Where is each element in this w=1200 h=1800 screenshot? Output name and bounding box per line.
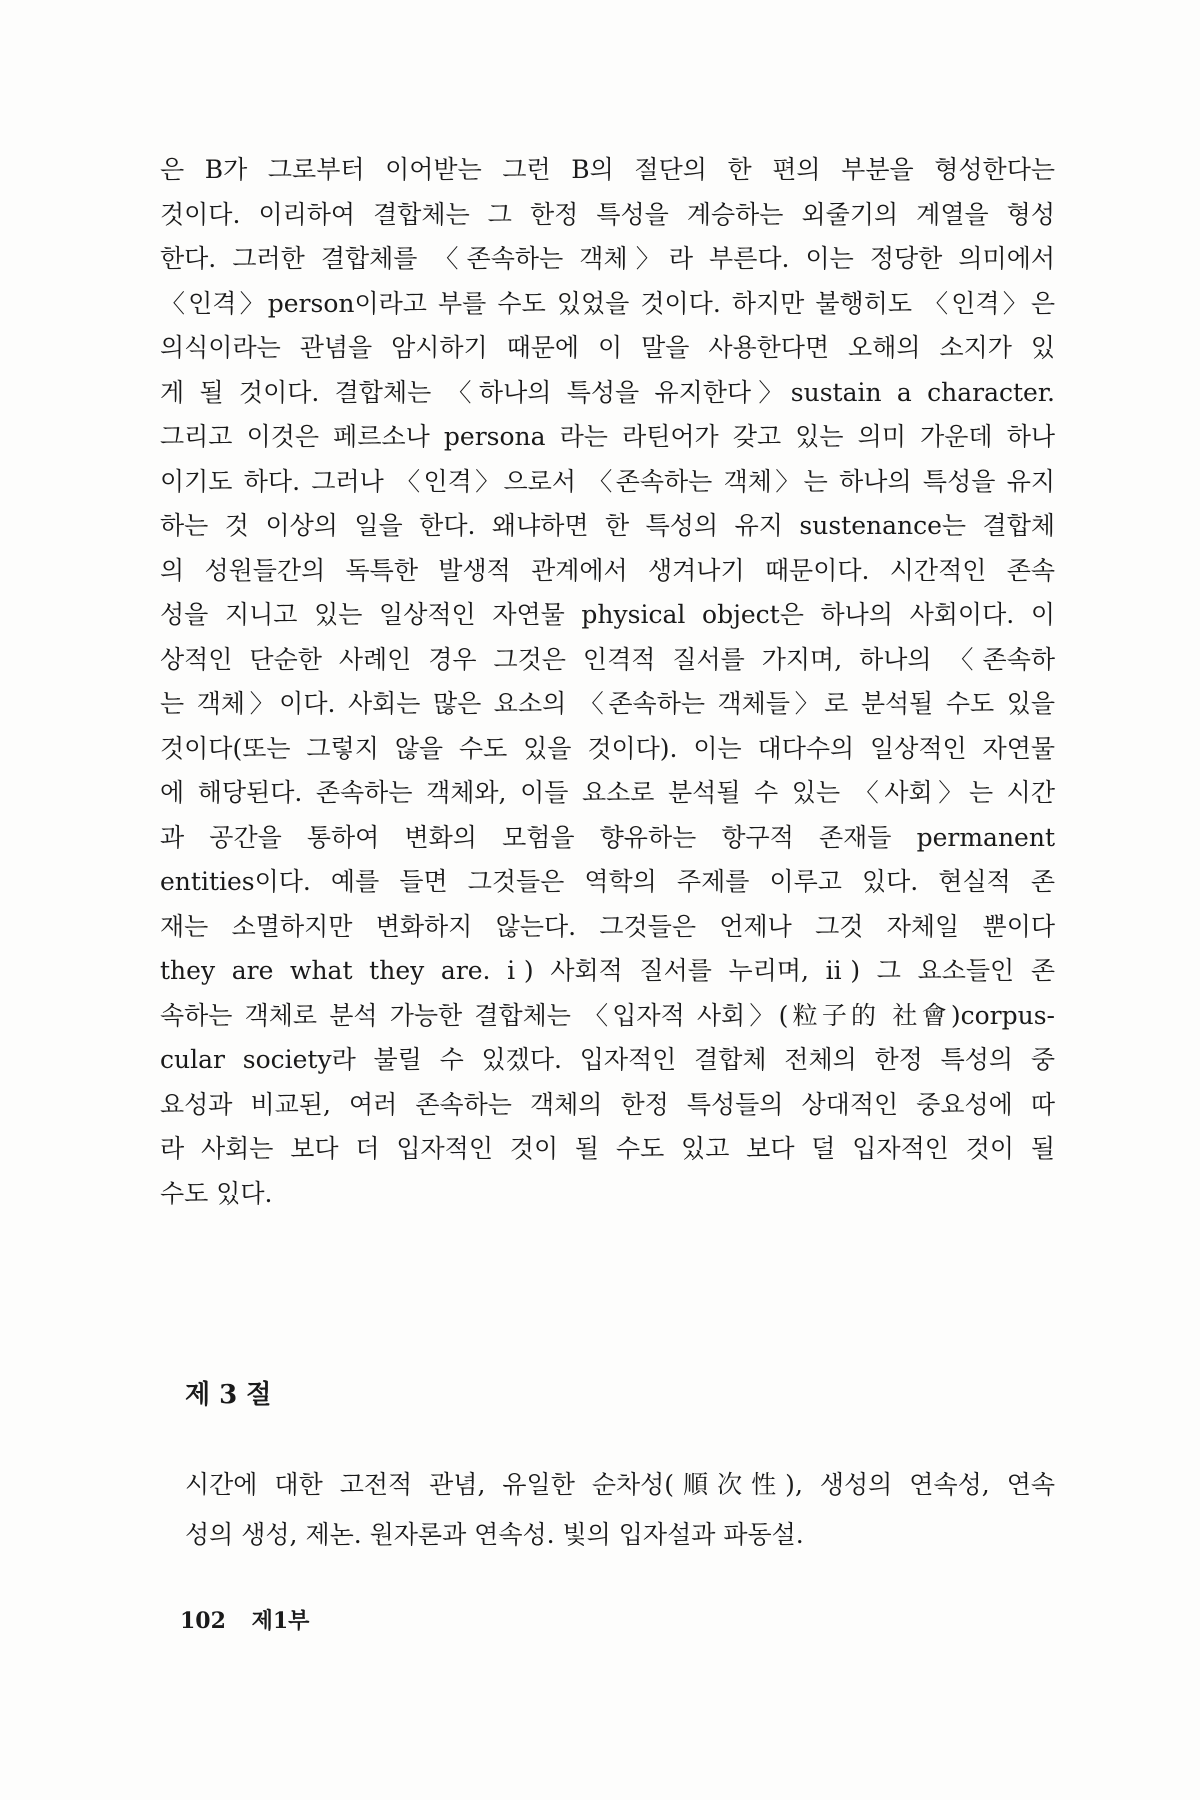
part-label: 제1부 [251,1608,310,1634]
text-line: 것이다. 이리하여 결합체는 그 한정 특성을 계승하는 외줄기의 계열을 형성 [160,199,1055,229]
text-line: 〈인격〉person이라고 부를 수도 있었을 것이다. 하지만 불행히도 〈인격〉은 [160,288,1055,318]
summary-line: 시간에 대한 고전적 관념, 유일한 순차성(順次性), 생성의 연속성, 연속 [185,1470,1055,1499]
page-number: 102 [180,1608,226,1634]
text-line: 는 객체〉이다. 사회는 많은 요소의 〈존속하는 객체들〉로 분석될 수도 있을 [160,689,1055,718]
text-line: 은 B가 그로부터 이어받는 그런 B의 절단의 한 편의 부분을 형성한다는 [160,155,1055,184]
text-line: 것이다(또는 그렇지 않을 수도 있을 것이다). 이는 대다수의 일상적인 자연물 [160,733,1055,763]
text-line: 수도 있다. [160,1178,273,1208]
text-line: 그리고 이것은 페르소나 persona 라는 라틴어가 갖고 있는 의미 가운데 하나 [160,422,1055,451]
text-line: 상적인 단순한 사례인 경우 그것은 인격적 질서를 가지며, 하나의 〈존속하 [160,644,1055,674]
text-line: 하는 것 이상의 일을 한다. 왜냐하면 한 특성의 유지 sustenance는 결합체 [160,511,1055,540]
text-line: 의 성원들간의 독특한 발생적 관계에서 생겨나기 때문이다. 시간적인 존속 [160,555,1055,585]
summary-line: 성의 생성, 제논. 원자론과 연속성. 빛의 입자설과 파동설. [185,1520,804,1549]
text-line: 게 될 것이다. 결합체는 〈하나의 특성을 유지한다〉sustain a character. [160,377,1055,407]
text-line: 성을 지니고 있는 일상적인 자연물 physical object은 하나의 사회이다. 이 [160,600,1055,629]
text-line: cular society라 불릴 수 있겠다. 입자적인 결합체 전체의 한정 특성의 중 [160,1045,1055,1074]
text-line: 의식이라는 관념을 암시하기 때문에 이 말을 사용한다면 오해의 소지가 있 [160,333,1055,362]
text-line: 과 공간을 통하여 변화의 모험을 향유하는 항구적 존재들 permanent [160,822,1055,852]
text-line: 라 사회는 보다 더 입자적인 것이 될 수도 있고 보다 덜 입자적인 것이 될 [160,1134,1055,1163]
body-text [160,148,1055,1216]
text-line: they are what they are. ⅰ) 사회적 질서를 누리며, ⅱ) 그 요소들인 존 [160,956,1055,985]
text-line: 속하는 객체로 분석 가능한 결합체는 〈입자적 사회〉(粒子的 社會)corpus- [160,1000,1055,1030]
text-line: 이기도 하다. 그러나 〈인격〉으로서 〈존속하는 객체〉는 하나의 특성을 유지 [160,466,1055,496]
page-footer [180,1606,309,1636]
text-line: 요성과 비교된, 여러 존속하는 객체의 한정 특성들의 상대적인 중요성에 따 [160,1089,1055,1119]
text-line: 에 해당된다. 존속하는 객체와, 이들 요소로 분석될 수 있는 〈사회〉는 시간 [160,778,1055,807]
text-line: 재는 소멸하지만 변화하지 않는다. 그것들은 언제나 그것 자체일 뿐이다 [160,911,1055,941]
section-heading: 제 3 절 [185,1380,272,1410]
section-summary [185,1460,1055,1560]
text-line: entities이다. 예를 들면 그것들은 역학의 주제를 이루고 있다. 현실적 존 [160,867,1055,896]
text-line: 한다. 그러한 결합체를 〈존속하는 객체〉라 부른다. 이는 정당한 의미에서 [160,244,1055,273]
